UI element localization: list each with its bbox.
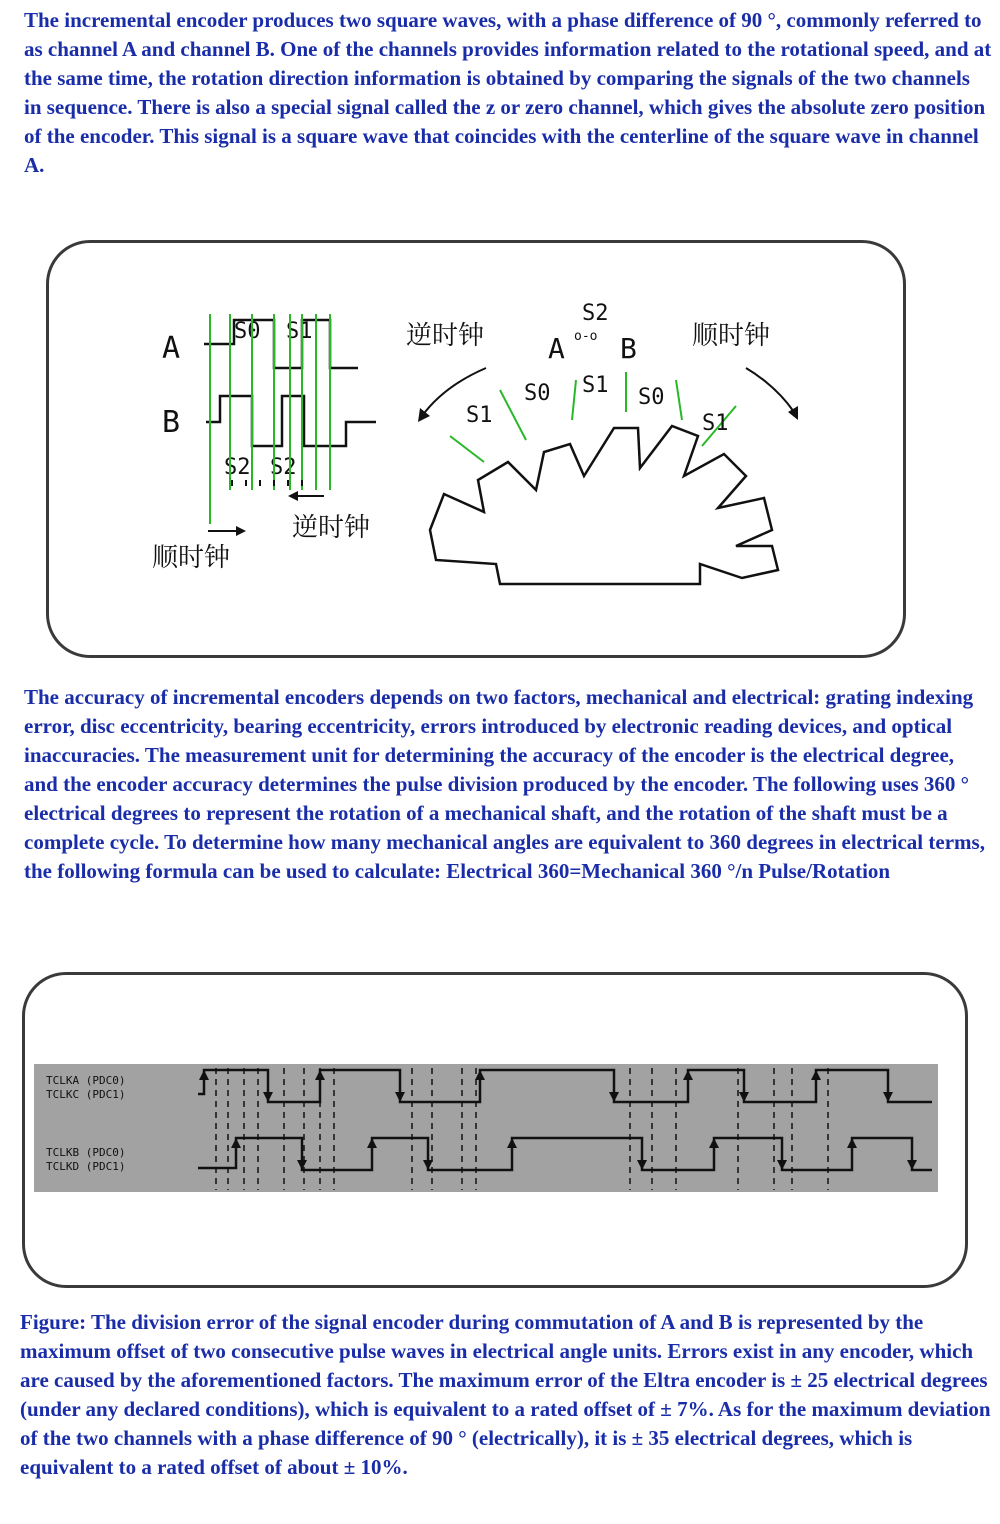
- wheel-s0-right-label: S0: [638, 385, 665, 410]
- signal-label-tclkd: TCLKD (PDC1): [46, 1160, 126, 1173]
- encoder-wheel: [430, 426, 778, 584]
- wheel-link-glyph: o-o: [574, 329, 598, 344]
- wheel-s1-right-label: S1: [702, 411, 729, 436]
- s2-label-left: S2: [224, 455, 251, 480]
- counterclockwise-label: 逆时钟: [292, 513, 371, 543]
- channel-a-label: A: [162, 331, 181, 366]
- signal-label-tclkb: TCLKB (PDC0): [46, 1146, 126, 1159]
- wheel-a-label: A: [548, 332, 565, 365]
- counterclockwise-arrowhead: [288, 491, 298, 501]
- wheel-cw-arrowhead: [788, 406, 798, 420]
- intro-paragraph: The incremental encoder produces two square waves, with a phase difference of 90 °, commonly referred to as channel A and channel B. One of the channels provides information related to the rotational speed, and at the same time, the rotation direction information is obtained by comparing the signals of the two channels in sequence. There is also a special signal called the z or zero channel, which gives the absolute zero position of the encoder. This signal is a square wave that coincides with the centerline of the square wave in channel A.: [24, 8, 992, 177]
- wheel-s0-left-label: S0: [524, 381, 551, 406]
- signal-label-tclkc: TCLKC (PDC1): [46, 1088, 126, 1101]
- wheel-ccw-arrowhead: [418, 408, 430, 422]
- s2-ticks: [232, 480, 302, 486]
- wheel-cw-arrow: [746, 368, 794, 412]
- figure-caption-paragraph: Figure: The division error of the signal encoder during commutation of A and B is represented by the maximum offset of two consecutive pulse waves in electrical angle units. Errors exist in any encoder, which are caused by the aforementioned factors. The maximum error of the Eltra encoder is ± 25 electrical degrees (under any declared conditions), which is equivalent to a rated offset of ± 7%. As for the maximum deviation of the two channels with a phase difference of 90 ° (electrically), it is ± 35 electrical degrees, which is equivalent to a rated offset of about ± 10%.: [20, 1310, 991, 1479]
- clockwise-arrowhead: [236, 526, 246, 536]
- s0-label: S0: [234, 319, 261, 344]
- waveform-a: [204, 320, 358, 368]
- timing-panel: [34, 1064, 938, 1192]
- encoder-waveform-figure: [46, 240, 906, 658]
- wheel-s2-label: S2: [582, 301, 609, 326]
- wheel-clockwise-label: 顺时钟: [692, 321, 771, 351]
- wheel-b-label: B: [620, 332, 637, 365]
- wheel-s1-center-label: S1: [582, 373, 609, 398]
- pulse-timing-figure: [22, 972, 968, 1288]
- clockwise-label: 顺时钟: [152, 543, 231, 573]
- s2-label-right: S2: [270, 455, 297, 480]
- signal-label-tclka: TCLKA (PDC0): [46, 1074, 126, 1087]
- channel-b-label: B: [162, 405, 181, 440]
- s1-label: S1: [286, 319, 313, 344]
- accuracy-paragraph: The accuracy of incremental encoders depends on two factors, mechanical and electrical: grating indexing error, disc eccentricity, bearing eccentricity, errors introduced by electronic reading devices, and optical inaccuracies. The measurement unit for determining the accuracy of the encoder is the electrical degree, and the encoder accuracy determines the pulse division produced by the encoder. The following uses 360 ° electrical degrees to represent the rotation of a mechanical shaft, and the rotation of the shaft must be a complete cycle. To determine how many mechanical angles are equivalent to 360 degrees in electrical terms, the following formula can be used to calculate: Electrical 360=Mechanical 360 °/n Pulse/Rotation: [24, 685, 985, 883]
- wheel-s1-left-label: S1: [466, 403, 493, 428]
- timing-guides: [210, 314, 330, 524]
- wheel-counterclockwise-label: 逆时钟: [406, 321, 485, 351]
